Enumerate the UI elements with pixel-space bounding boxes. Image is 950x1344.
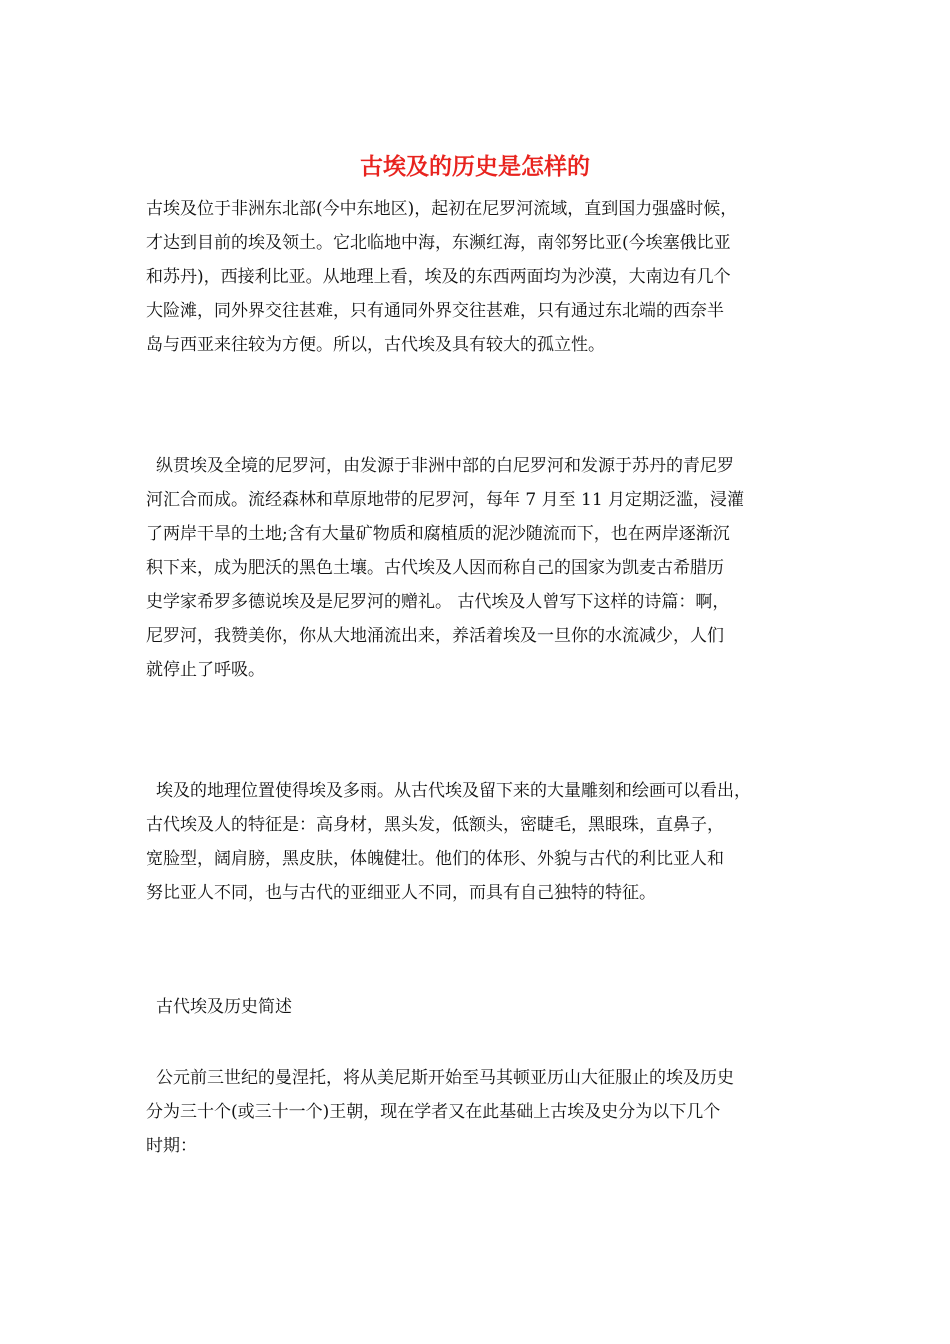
text-line: 时期： bbox=[146, 1136, 197, 1156]
text-line: 河汇合而成。流经森林和草原地带的尼罗河，每年 7 月至 11 月定期泛滥，浸灌 bbox=[146, 490, 745, 510]
text-line: 努比亚人不同，也与古代的亚细亚人不同，而具有自己独特的特征。 bbox=[146, 883, 656, 903]
text-line: 史学家希罗多德说埃及是尼罗河的赠礼。 古代埃及人曾写下这样的诗篇：啊， bbox=[146, 592, 730, 612]
text-line: 古埃及位于非洲东北部(今中东地区)，起初在尼罗河流域，直到国力强盛时候， bbox=[146, 199, 738, 219]
text-line: 大险滩，同外界交往甚难，只有通同外界交往甚难，只有通过东北端的西奈半 bbox=[146, 301, 724, 321]
text-line: 才达到目前的埃及领土。它北临地中海，东濒红海，南邻努比亚(今埃塞俄比亚 bbox=[146, 233, 731, 253]
text-line: 分为三十个(或三十一个)王朝，现在学者又在此基础上古埃及史分为以下几个 bbox=[146, 1102, 721, 1122]
paragraph-geography bbox=[146, 192, 818, 362]
text-line: 了两岸干旱的土地;含有大量矿物质和腐植质的泥沙随流而下，也在两岸逐渐沉 bbox=[146, 524, 730, 544]
paragraph-dynasties bbox=[146, 1061, 818, 1163]
text-line: 埃及的地理位置使得埃及多雨。从古代埃及留下来的大量雕刻和绘画可以看出， bbox=[156, 781, 751, 801]
text-line: 积下来，成为肥沃的黑色土壤。古代埃及人因而称自己的国家为凯麦古希腊历 bbox=[146, 558, 724, 578]
paragraph-people bbox=[146, 774, 818, 910]
text-line: 尼罗河，我赞美你，你从大地涌流出来，养活着埃及一旦你的水流减少，人们 bbox=[146, 626, 724, 646]
text-line: 古代埃及历史简述 bbox=[156, 997, 292, 1017]
text-line: 古代埃及人的特征是：高身材，黑头发，低额头，密睫毛，黑眼珠，直鼻子， bbox=[146, 815, 724, 835]
section-heading bbox=[146, 990, 818, 1024]
text-line: 和苏丹)，西接利比亚。从地理上看，埃及的东西两面均为沙漠，大南边有几个 bbox=[146, 267, 731, 287]
text-line: 就停止了呼吸。 bbox=[146, 660, 265, 680]
text-line: 宽脸型，阔肩膀，黑皮肤，体魄健壮。他们的体形、外貌与古代的利比亚人和 bbox=[146, 849, 724, 869]
text-line: 纵贯埃及全境的尼罗河，由发源于非洲中部的白尼罗河和发源于苏丹的青尼罗 bbox=[156, 456, 734, 476]
document-title: 古埃及的历史是怎样的 bbox=[360, 153, 590, 180]
text-line: 公元前三世纪的曼涅托，将从美尼斯开始至马其顿亚历山大征服止的埃及历史 bbox=[156, 1068, 734, 1088]
paragraph-nile bbox=[146, 449, 818, 687]
text-line: 岛与西亚来往较为方便。所以，古代埃及具有较大的孤立性。 bbox=[146, 335, 605, 355]
